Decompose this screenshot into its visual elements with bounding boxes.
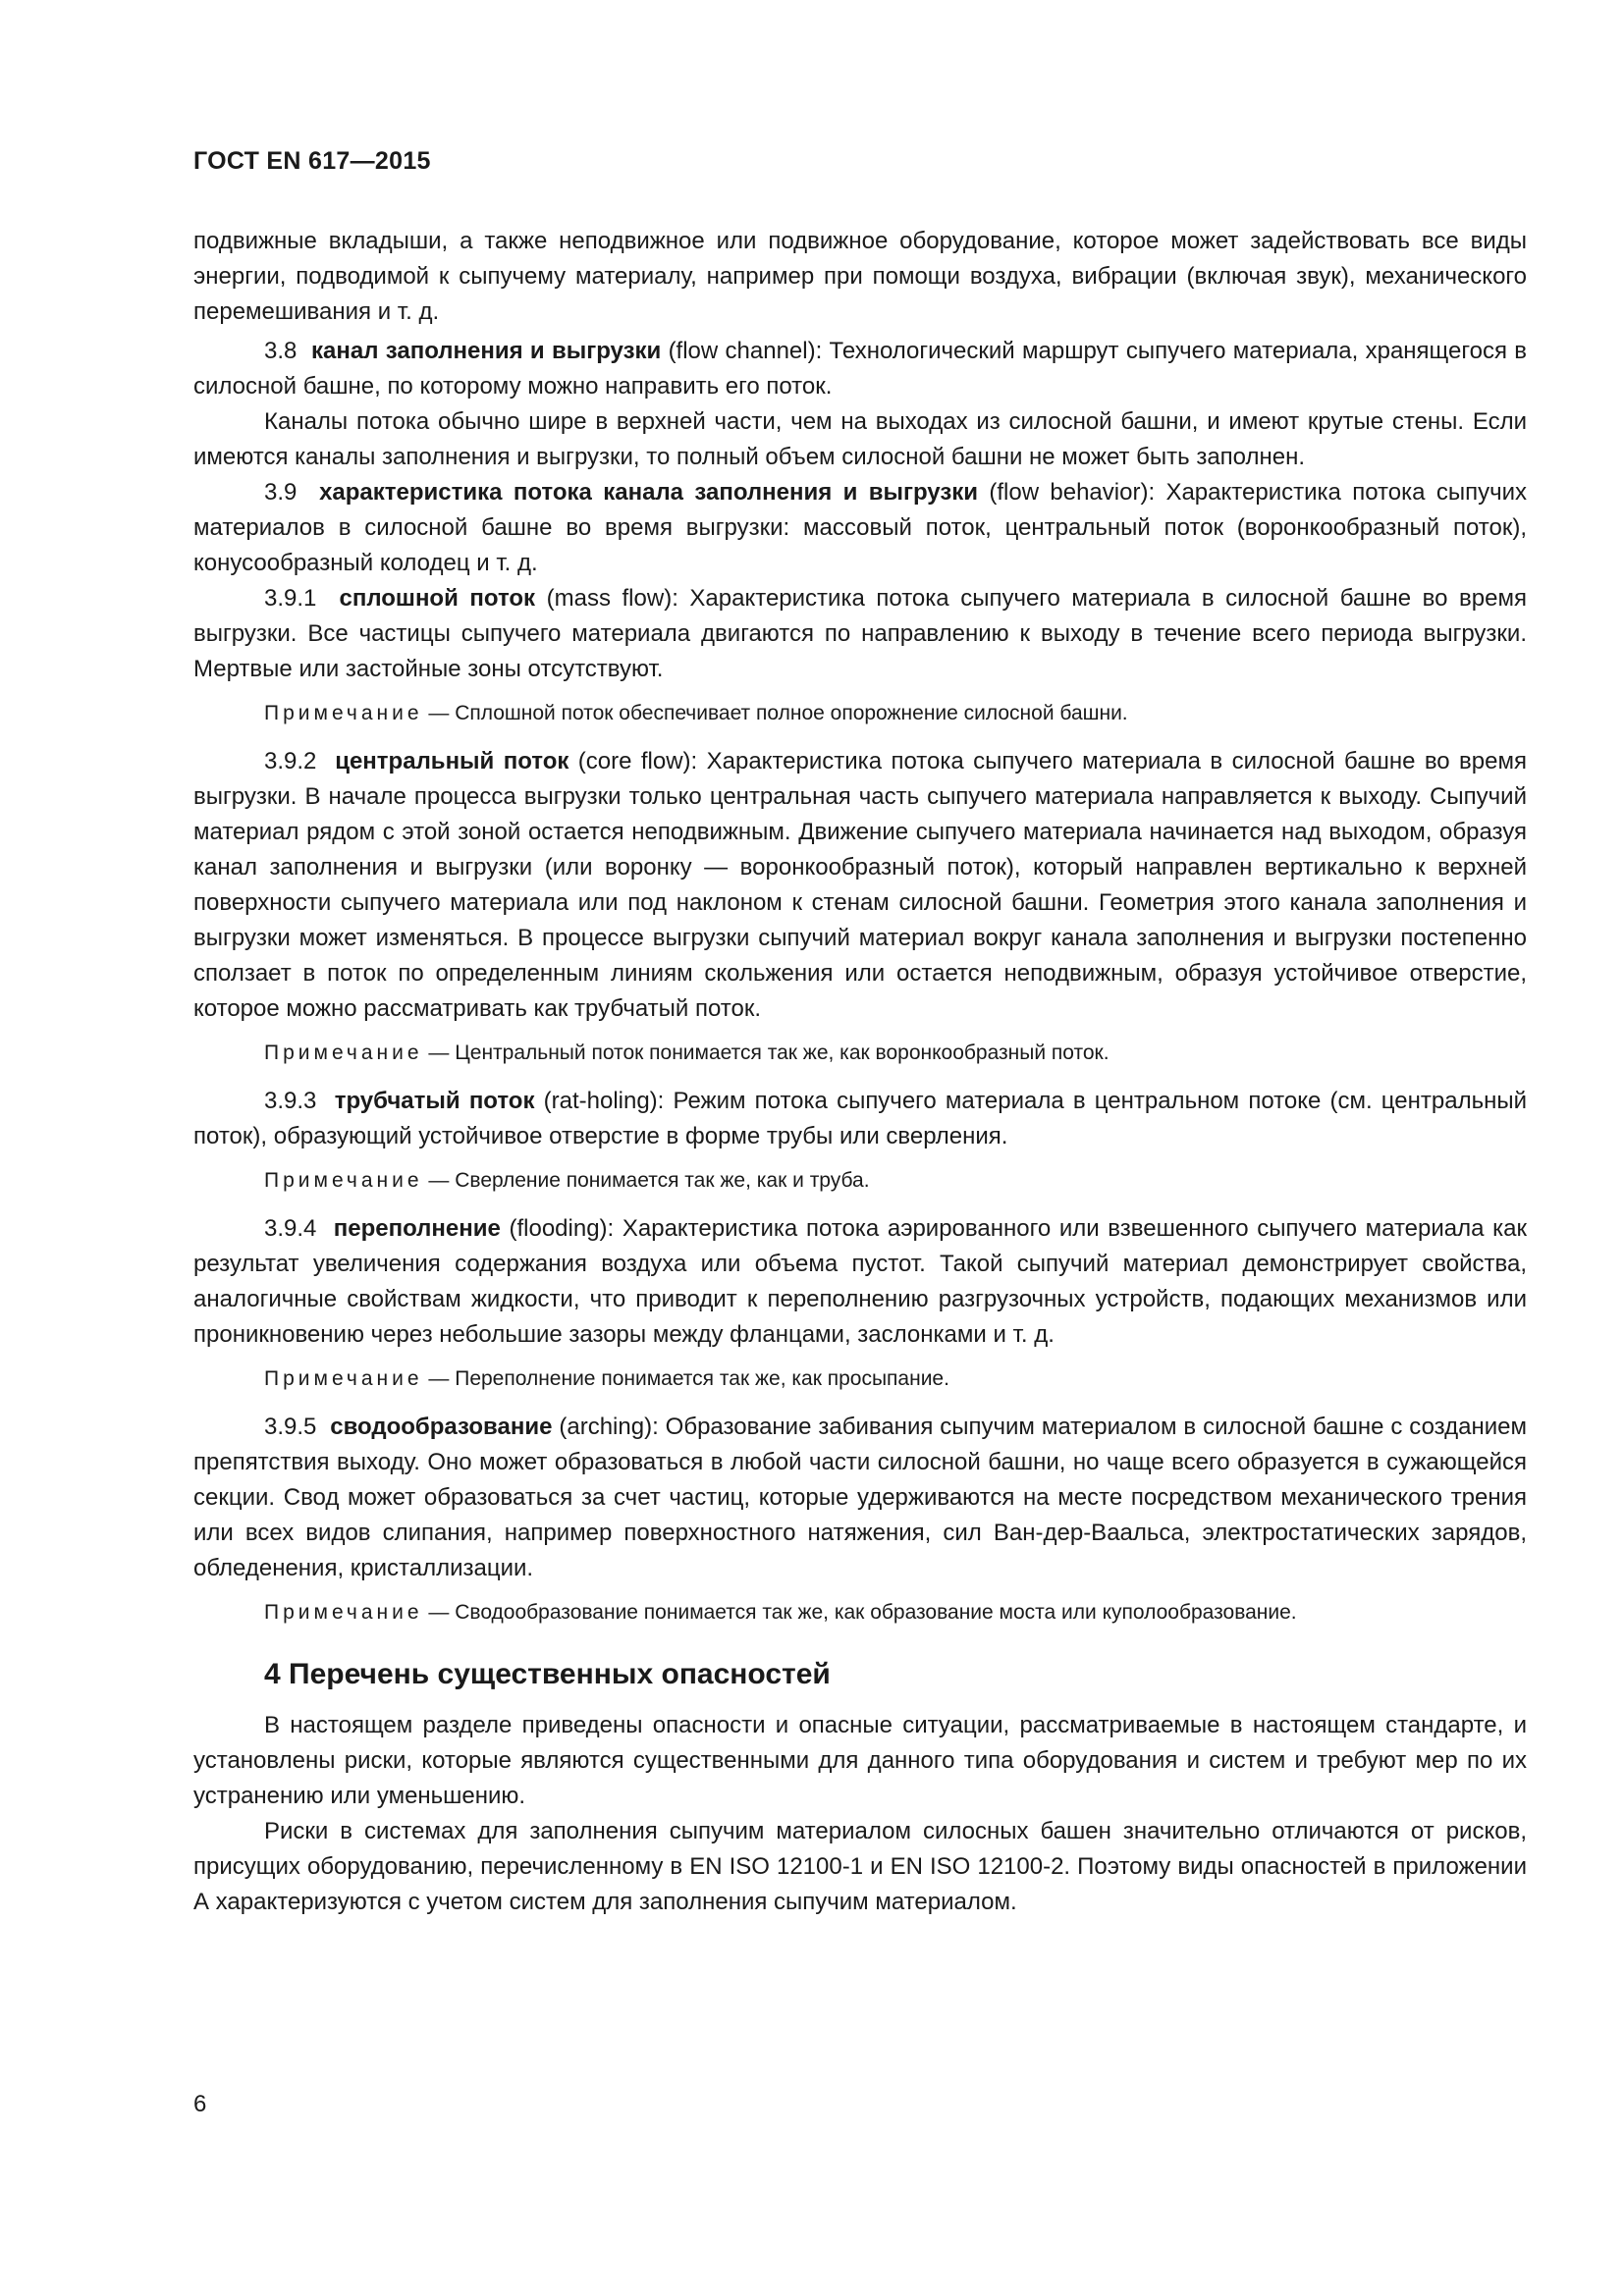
section-paragraph: Риски в системах для заполнения сыпучим материалом силосных башен значительно отличаются от рисков, присущих оборудованию, перечисленному в EN ISO 12100-1 и EN ISO 12100-2. Поэтому виды опасностей в приложении А характеризуются с учетом систем для заполнения сыпучим материалом. [193,1818,1527,1915]
note-text: — Переполнение понимается так же, как просыпание. [422,1367,949,1390]
note-label: Примечание [264,1367,423,1390]
term-name: трубчатый поток [334,1088,535,1114]
term-name: сплошной поток [339,585,536,612]
note-3-9-5 [193,1598,1527,1628]
term-number: 3.9.2 [264,748,317,774]
paragraph-continuation: подвижные вкладыши, а также неподвижное или подвижное оборудование, которое может задействовать все виды энергии, подводимой к сыпучему материалу, например при помощи воздуха, вибрации (включая звук), механического перемешивания и т. д. [193,228,1527,325]
term-definition: (flow behavior): Характеристика потока сыпучих материалов в силосной башне во время выгрузки: массовый поток, центральный поток (воронкообразный поток), конусообразный колодец и т. д. [193,479,1527,576]
term-3-9 [193,475,1527,581]
term-3-9-2 [193,744,1527,1027]
note-text: — Сверление понимается так же, как и труба. [422,1169,870,1192]
term-3-9-5 [193,1410,1527,1586]
term-number: 3.8 [264,338,298,364]
term-number: 3.9.1 [264,585,317,612]
term-3-8 [193,334,1527,404]
term-name: сводообразование [330,1414,553,1440]
note-3-9-4 [193,1364,1527,1394]
term-3-9-4 [193,1211,1527,1353]
note-3-9-1 [193,699,1527,728]
term-name: переполнение [333,1215,501,1242]
term-definition: (arching): Образование забивания сыпучим материалом в силосной башне с созданием препятствия выходу. Оно может образоваться в любой части силосной башни, но чаще всего образуется в сужающейся секции. Свод может образоваться за счет частиц, которые удерживаются на месте посредством механического трения или всех видов слипания, например поверхностного натяжения, сил Ван-дер-Ваальса, электростатических зарядов, обледенения, кристаллизации. [193,1414,1527,1581]
note-text: — Сплошной поток обеспечивает полное опорожнение силосной башни. [422,702,1128,724]
note-label: Примечание [264,1601,423,1624]
note-3-9-3 [193,1166,1527,1196]
note-text: — Сводообразование понимается так же, как образование моста или куполообразование. [422,1601,1297,1624]
term-definition: (flooding): Характеристика потока аэрированного или взвешенного сыпучего материала как результат увеличения содержания воздуха или объема пустот. Такой сыпучий материал демонстрирует свойства, аналогичные свойствам жидкости, что приводит к переполнению разгрузочных устройств, подающих механизмов или проникновению через небольшие зазоры между фланцами, заслонками и т. д. [193,1215,1528,1348]
term-definition: (rat-holing): Режим потока сыпучего материала в центральном потоке (см. центральный поток), образующий устойчивое отверстие в форме трубы или сверления. [193,1088,1527,1149]
page-number: 6 [193,2091,207,2117]
term-3-9-3 [193,1084,1527,1154]
term-number: 3.9 [264,479,298,506]
term-number: 3.9.4 [264,1215,317,1242]
term-3-9-1 [193,581,1527,687]
section-heading: 4 Перечень существенных опасностей [264,1658,831,1690]
document-header: ГОСТ EN 617—2015 [193,147,431,175]
term-name: центральный поток [335,748,569,774]
note-label: Примечание [264,1169,423,1192]
document-body [193,224,1527,1920]
term-definition: (flow channel): Технологический маршрут сыпучего материала, хранящегося в силосной башне, по которому можно направить его поток. [193,338,1527,400]
term-name: канал заполнения и выгрузки [310,338,662,364]
term-definition: (core flow): Характеристика потока сыпучего материала в силосной башне во время выгрузки. В начале процесса выгрузки только центральная часть сыпучего материала направляется к выходу. Сыпучий материал рядом с этой зоной остается неподвижным. Движение сыпучего материала начинается над выходом, образуя канал заполнения и выгрузки (или воронку — воронкообразный поток), который направлен вертикально к верхней поверхности сыпучего материала или под наклоном к стенам силосной башни. Геометрия этого канала заполнения и выгрузки может изменяться. В процессе выгрузки сыпучий материал вокруг канала заполнения и выгрузки постепенно сползает в поток по определенным линиям скольжения или остается неподвижным, образуя устойчивое отверстие, которое можно рассматривать как трубчатый поток. [193,748,1527,1022]
term-name: характеристика потока канала заполнения и выгрузки [319,479,979,506]
note-3-9-2 [193,1039,1527,1068]
paragraph-flow-channels: Каналы потока обычно шире в верхней части, чем на выходах из силосной башни, и имеют крутые стены. Если имеются каналы заполнения и выгрузки, то полный объем силосной башни не может быть заполнен. [193,408,1527,470]
note-text: — Центральный поток понимается так же, как воронкообразный поток. [422,1041,1110,1064]
term-definition: (mass flow): Характеристика потока сыпучего материала в силосной башне во время выгрузки. Все частицы сыпучего материала двигаются по направлению к выходу в течение всего периода выгрузки. Мертвые или застойные зоны отсутствуют. [193,585,1527,682]
note-label: Примечание [264,702,423,724]
term-number: 3.9.3 [264,1088,317,1114]
note-label: Примечание [264,1041,423,1064]
section-paragraph: В настоящем разделе приведены опасности и опасные ситуации, рассматриваемые в настоящем стандарте, и установлены риски, которые являются существенными для данного типа оборудования и систем и требуют мер по их устранению или уменьшению. [193,1712,1527,1809]
term-number: 3.9.5 [264,1414,317,1440]
